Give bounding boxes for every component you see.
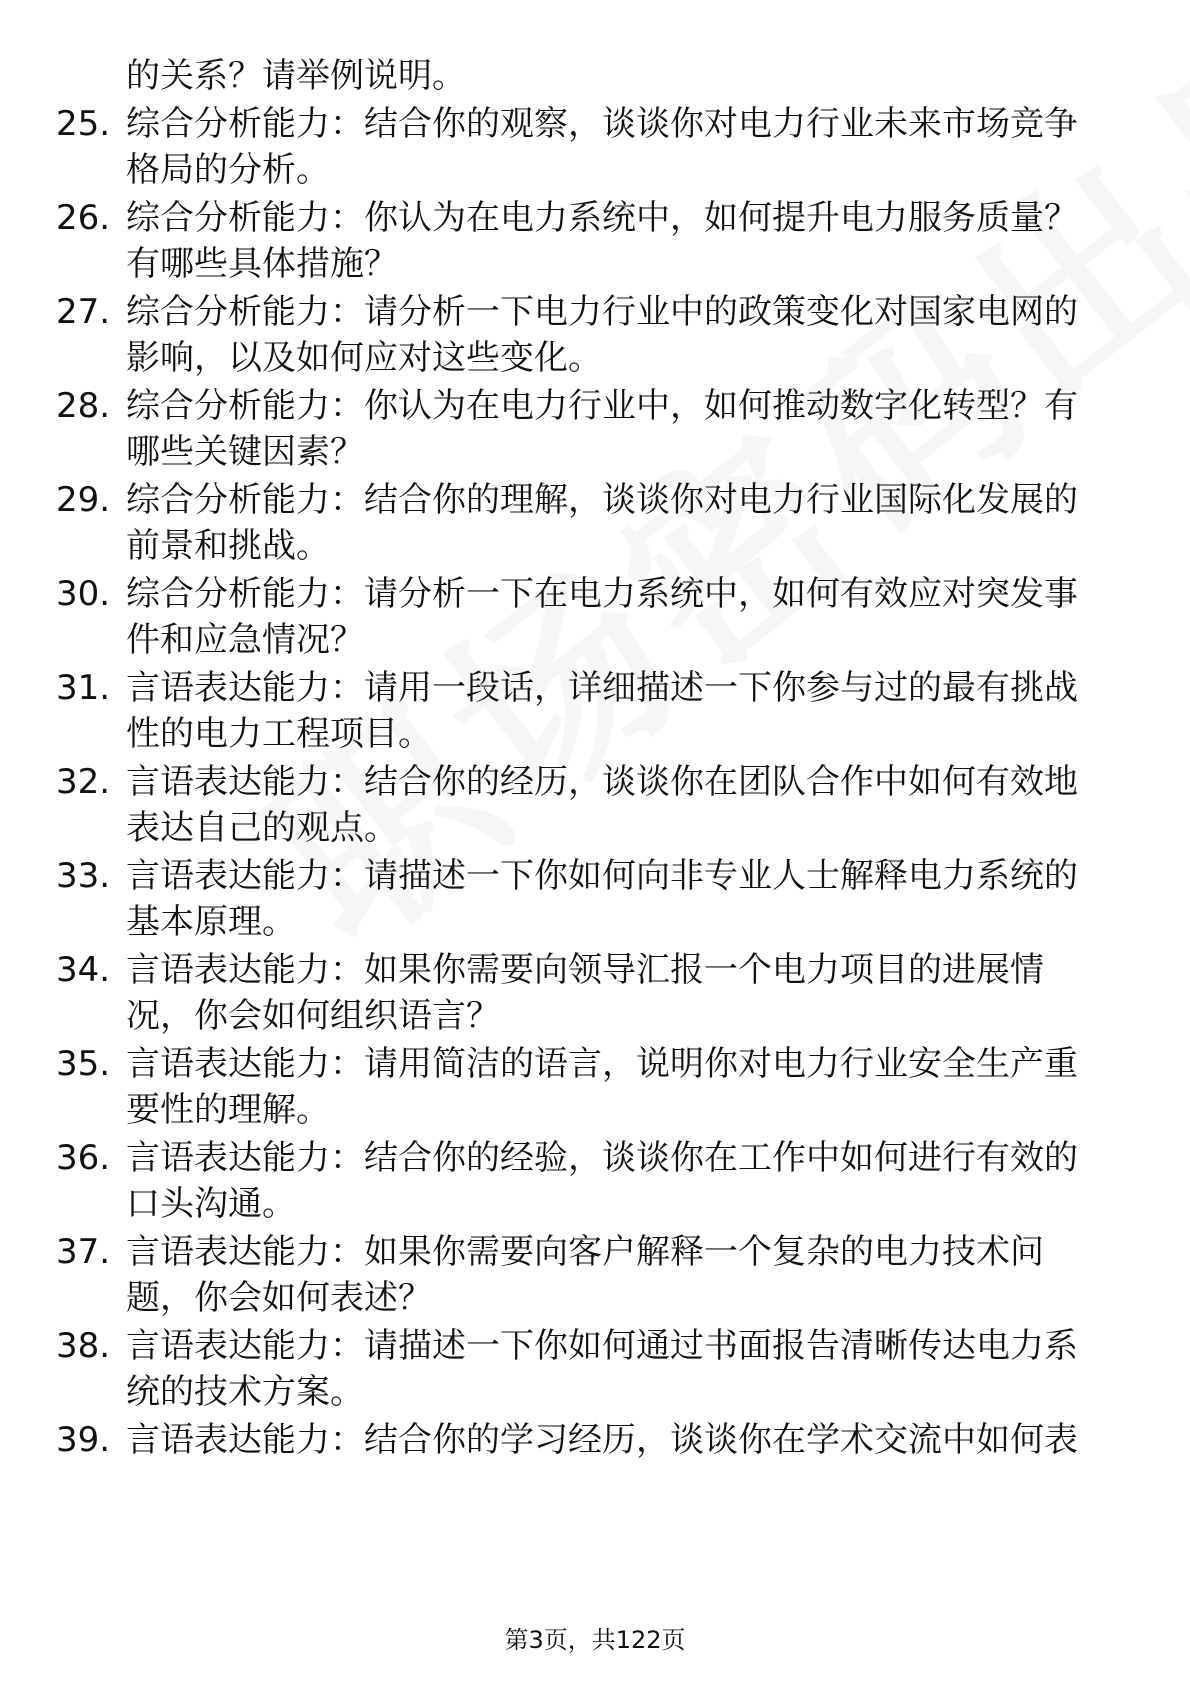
item-text: 综合分析能力：结合你的理解，谈谈你对电力行业国际化发展的 (126, 480, 1078, 520)
item-number: 29. (56, 480, 111, 520)
item-text: 题，你会如何表述？ (126, 1278, 432, 1318)
item-text: 言语表达能力：请用一段话，详细描述一下你参与过的最有挑战 (126, 668, 1078, 708)
item-number: 26. (56, 198, 111, 238)
item-text: 言语表达能力：请描述一下你如何通过书面报告清晰传达电力系 (126, 1326, 1078, 1366)
item-text: 哪些关键因素？ (126, 432, 364, 472)
item-text: 言语表达能力：请用简洁的语言，说明你对电力行业安全生产重 (126, 1044, 1078, 1084)
item-text: 口头沟通。 (126, 1184, 296, 1224)
item-text: 基本原理。 (126, 902, 296, 942)
item-number: 39. (56, 1420, 111, 1460)
item-text: 要性的理解。 (126, 1090, 330, 1130)
item-number: 35. (56, 1044, 111, 1084)
item-number: 28. (56, 386, 111, 426)
item-text: 言语表达能力：结合你的经历，谈谈你在团队合作中如何有效地 (126, 762, 1078, 802)
item-text: 统的技术方案。 (126, 1372, 364, 1412)
item-number: 36. (56, 1138, 111, 1178)
item-number: 31. (56, 668, 111, 708)
item-text: 影响，以及如何应对这些变化。 (126, 338, 602, 378)
item-text: 综合分析能力：你认为在电力系统中，如何提升电力服务质量？ (126, 198, 1078, 238)
item-text: 的关系？请举例说明。 (126, 56, 466, 96)
item-text: 言语表达能力：如果你需要向领导汇报一个电力项目的进展情 (126, 950, 1044, 990)
item-number: 32. (56, 762, 111, 802)
item-text: 性的电力工程项目。 (126, 714, 432, 754)
item-text: 综合分析能力：结合你的观察，谈谈你对电力行业未来市场竞争 (126, 104, 1078, 144)
item-number: 34. (56, 950, 111, 990)
item-text: 言语表达能力：如果你需要向客户解释一个复杂的电力技术问 (126, 1232, 1044, 1272)
item-text: 有哪些具体措施？ (126, 244, 398, 284)
item-text: 综合分析能力：请分析一下在电力系统中，如何有效应对突发事 (126, 574, 1078, 614)
item-text: 言语表达能力：结合你的经验，谈谈你在工作中如何进行有效的 (126, 1138, 1078, 1178)
item-number: 37. (56, 1232, 111, 1272)
item-number: 25. (56, 104, 111, 144)
item-text: 前景和挑战。 (126, 526, 330, 566)
item-text: 言语表达能力：请描述一下你如何向非专业人士解释电力系统的 (126, 856, 1078, 896)
item-number: 38. (56, 1326, 111, 1366)
item-text: 言语表达能力：结合你的学习经历，谈谈你在学术交流中如何表 (126, 1420, 1078, 1460)
item-text: 综合分析能力：你认为在电力行业中，如何推动数字化转型？有 (126, 386, 1078, 426)
item-text: 综合分析能力：请分析一下电力行业中的政策变化对国家电网的 (126, 292, 1078, 332)
item-text: 件和应急情况？ (126, 620, 364, 660)
item-text: 表达自己的观点。 (126, 808, 398, 848)
page-footer: 第3页，共122页 (504, 1626, 686, 1654)
item-number: 33. (56, 856, 111, 896)
item-text: 况，你会如何组织语言？ (126, 996, 500, 1036)
item-number: 27. (56, 292, 111, 332)
item-number: 30. (56, 574, 111, 614)
item-text: 格局的分析。 (126, 150, 330, 190)
